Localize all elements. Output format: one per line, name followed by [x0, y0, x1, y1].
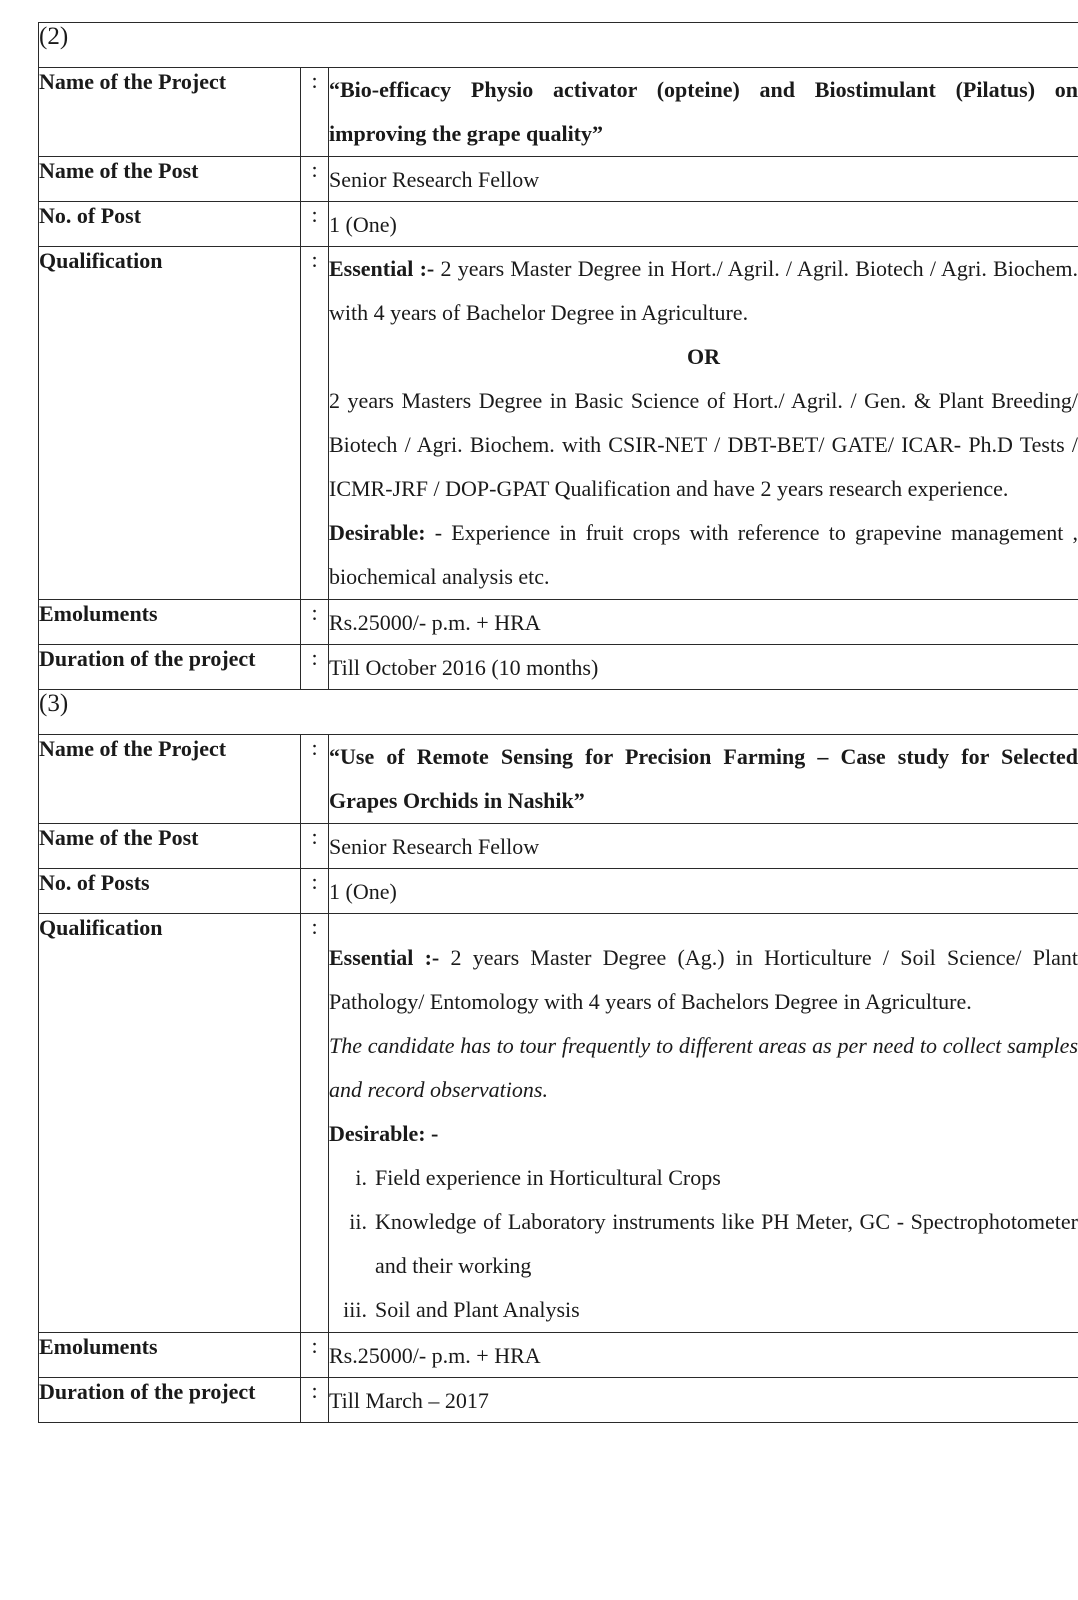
list-item-number: iii. [343, 1297, 367, 1322]
essential-text: 2 years Master Degree in Hort./ Agril. / Agril. Biotech / Agri. Biochem. with 4 years of Bachelor Degree in Agriculture. [329, 256, 1078, 325]
post-label: Name of the Post [39, 157, 301, 202]
project-label: Name of the Project [39, 735, 301, 824]
essential-heading: Essential :- [329, 945, 440, 970]
essential-heading: Essential :- [329, 256, 435, 281]
count-row [39, 869, 1078, 914]
colon: : [301, 600, 329, 645]
list-item [329, 1156, 1078, 1200]
or-separator: OR [687, 344, 720, 369]
colon: : [301, 914, 329, 1333]
qualification-label: Qualification [39, 914, 301, 1333]
essential-paragraph [329, 247, 1078, 335]
post-row [39, 824, 1078, 869]
count-label: No. of Posts [39, 869, 301, 914]
count-value: 1 (One) [329, 202, 1078, 247]
colon: : [301, 869, 329, 914]
list-item-number: ii. [349, 1209, 367, 1234]
qualification-label: Qualification [39, 247, 301, 600]
essential-paragraph [329, 936, 1078, 1024]
project-label: Name of the Project [39, 68, 301, 157]
post-value: Senior Research Fellow [329, 157, 1078, 202]
emoluments-value: Rs.25000/- p.m. + HRA [329, 600, 1078, 645]
desirable-paragraph [329, 511, 1078, 599]
count-value: 1 (One) [329, 869, 1078, 914]
list-item-text: Knowledge of Laboratory instruments like PH Meter, GC - Spectrophotometer and their working [375, 1209, 1078, 1278]
list-item [329, 1200, 1078, 1288]
colon: : [301, 202, 329, 247]
project-row [39, 735, 1078, 824]
alternative-paragraph: 2 years Masters Degree in Basic Science of Hort./ Agril. / Gen. & Plant Breeding/ Biotech / Agri. Biochem. with CSIR-NET / DBT-BET/ GATE/ ICAR- Ph.D Tests / ICMR-JRF / DOP-GPAT Qualification and have 2 years research experience. [329, 388, 1078, 501]
colon: : [301, 247, 329, 600]
project-title: “Use of Remote Sensing for Precision Farming – Case study for Selected Grapes Orchids in Nashik” [329, 744, 1078, 813]
duration-label: Duration of the project [39, 1378, 301, 1423]
post-label: Name of the Post [39, 824, 301, 869]
emoluments-value: Rs.25000/- p.m. + HRA [329, 1333, 1078, 1378]
count-label: No. of Post [39, 202, 301, 247]
duration-row [39, 1378, 1078, 1423]
desirable-list [329, 1156, 1078, 1332]
section-header-row [39, 23, 1078, 68]
post-value: Senior Research Fellow [329, 824, 1078, 869]
travel-note: The candidate has to tour frequently to different areas as per need to collect samples and record observations. [329, 1033, 1078, 1102]
section-header-row [39, 690, 1078, 735]
post-row [39, 157, 1078, 202]
emoluments-row [39, 1333, 1078, 1378]
essential-text: 2 years Master Degree (Ag.) in Horticulture / Soil Science/ Plant Pathology/ Entomology with 4 years of Bachelors Degree in Agriculture. [329, 945, 1078, 1014]
recruitment-table [38, 22, 1078, 1423]
colon: : [301, 645, 329, 690]
list-item-number: i. [355, 1165, 367, 1190]
qualification-row [39, 247, 1078, 600]
document-page [38, 22, 1078, 1423]
list-item-text: Soil and Plant Analysis [375, 1297, 580, 1322]
qualification-value [329, 247, 1078, 600]
duration-label: Duration of the project [39, 645, 301, 690]
emoluments-label: Emoluments [39, 1333, 301, 1378]
project-row [39, 68, 1078, 157]
colon: : [301, 157, 329, 202]
qualification-value [329, 914, 1078, 1333]
colon: : [301, 1378, 329, 1423]
list-item-text: Field experience in Horticultural Crops [375, 1165, 721, 1190]
desirable-heading: Desirable: [329, 520, 426, 545]
duration-value: Till March – 2017 [329, 1378, 1078, 1423]
colon: : [301, 735, 329, 824]
count-row [39, 202, 1078, 247]
colon: : [301, 1333, 329, 1378]
emoluments-label: Emoluments [39, 600, 301, 645]
section-number: (2) [39, 23, 1078, 68]
list-item [329, 1288, 1078, 1332]
duration-row [39, 645, 1078, 690]
colon: : [301, 824, 329, 869]
desirable-text: - Experience in fruit crops with reference to grapevine management , biochemical analysis etc. [329, 520, 1078, 589]
project-title: “Bio-efficacy Physio activator (opteine) and Biostimulant (Pilatus) on improving the grape quality” [329, 77, 1078, 146]
project-value [329, 735, 1078, 824]
section-number: (3) [39, 690, 1078, 735]
qualification-row [39, 914, 1078, 1333]
project-value [329, 68, 1078, 157]
emoluments-row [39, 600, 1078, 645]
colon: : [301, 68, 329, 157]
duration-value: Till October 2016 (10 months) [329, 645, 1078, 690]
desirable-heading: Desirable: - [329, 1121, 439, 1146]
